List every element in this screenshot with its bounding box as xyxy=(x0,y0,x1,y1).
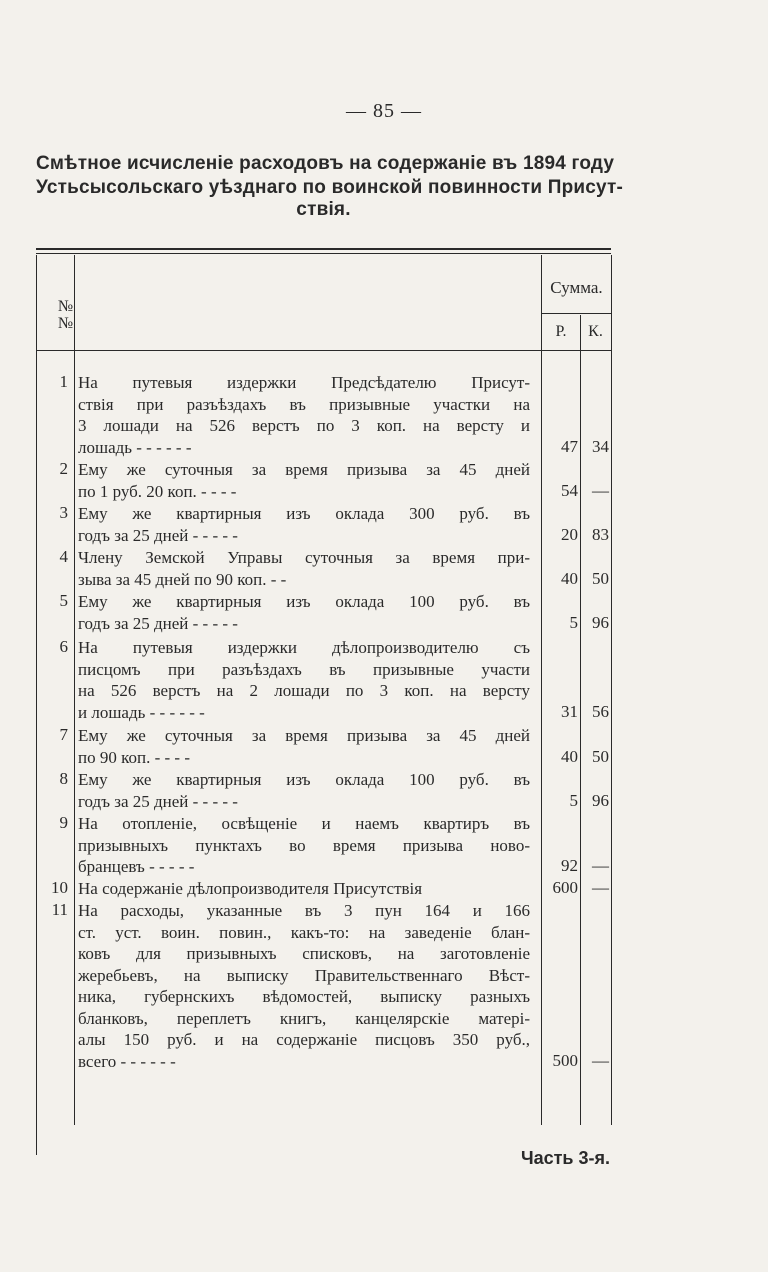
description-line: жеребьевъ, на выписку Правительственнаго Вѣст- xyxy=(78,965,530,985)
row-number: 2 xyxy=(59,459,68,478)
description-line: по 90 коп. - - - - xyxy=(78,747,190,767)
description-line: Члену Земской Управы суточныя за время при- xyxy=(78,548,530,567)
description-line: лошадь - - - - - - xyxy=(78,437,192,457)
row-number: 10 xyxy=(51,878,68,897)
description-line: Ему же квартирныя изъ оклада 100 руб. въ xyxy=(78,770,530,789)
description-line: всего - - - - - - xyxy=(78,1051,176,1071)
column-header-rub: Р. xyxy=(555,323,567,340)
description-line: алы 150 руб. и на содержаніе писцовъ 350 руб., xyxy=(78,1030,530,1049)
description-line: и лошадь - - - - - - xyxy=(78,702,205,722)
page-footer: Часть 3-я. xyxy=(520,1148,610,1168)
description-line: Ему же квартирныя изъ оклада 100 руб. въ xyxy=(78,592,530,611)
row-amount-kop: — xyxy=(592,856,609,875)
description-line: На путевыя издержки дѣлопроизводителю съ xyxy=(78,638,530,657)
description-line: Ему же суточныя за время призыва за 45 дней xyxy=(78,726,530,745)
title-line: ствія. xyxy=(296,199,351,220)
row-number: 5 xyxy=(59,591,68,610)
description-line: годъ за 25 дней - - - - - xyxy=(78,791,238,811)
row-description xyxy=(78,878,530,900)
column-header-number: №№ xyxy=(57,298,74,332)
description-line: бланковъ, переплетъ книгъ, канцелярскіе матері- xyxy=(78,1008,530,1028)
description-line: на 526 верстъ на 2 лошади по 3 коп. на версту xyxy=(78,681,530,700)
description-line: 3 лошади на 526 верстъ по 3 коп. на версту и xyxy=(78,416,530,435)
description-line: призывныхъ пунктахъ во время призыва ново- xyxy=(78,835,530,855)
row-amount-rub: 5 xyxy=(569,612,578,632)
table-top-rule-thin xyxy=(36,253,611,254)
row-amount-kop: — xyxy=(592,480,609,500)
title-line: Устьсысольскаго уѣзднаго по воинской повинности Присут- xyxy=(36,177,624,198)
row-description xyxy=(78,503,530,546)
row-amount-kop: — xyxy=(592,1050,609,1070)
table-kop-column-border xyxy=(580,315,581,1125)
row-amount-rub: 92 xyxy=(561,856,578,875)
row-description xyxy=(78,769,530,812)
row-amount-rub: 47 xyxy=(561,436,578,456)
description-line: Ему же суточныя за время призыва за 45 дней xyxy=(78,460,530,479)
table-sum-column-border xyxy=(541,255,542,1125)
description-line: по 1 руб. 20 коп. - - - - xyxy=(78,481,237,501)
description-line: На содержаніе дѣлопроизводителя Присутствія xyxy=(78,879,423,898)
row-description xyxy=(78,459,530,502)
page-number: — 85 — xyxy=(346,100,422,122)
row-amount-kop: 96 xyxy=(592,612,609,632)
table-sum-subheader-rule xyxy=(541,313,611,314)
row-number: 4 xyxy=(59,547,68,566)
table-header-rule xyxy=(36,350,611,351)
row-amount-kop: 34 xyxy=(592,436,609,456)
row-number: 11 xyxy=(51,900,68,919)
row-amount-rub: 600 xyxy=(552,878,578,897)
row-number: 6 xyxy=(59,637,68,656)
row-description xyxy=(78,725,530,768)
row-amount-rub: 40 xyxy=(561,568,578,588)
title-line: Смѣтное исчисленіе расходовъ на содержаніе въ 1894 году xyxy=(36,153,615,174)
table-num-column-border xyxy=(74,255,75,1125)
table-left-border xyxy=(36,255,37,1155)
row-amount-rub: 20 xyxy=(561,524,578,544)
description-line: бранцевъ - - - - - xyxy=(78,857,195,876)
table-top-rule xyxy=(36,248,611,250)
row-amount-kop: — xyxy=(592,878,609,897)
description-line: годъ за 25 дней - - - - - xyxy=(78,525,238,545)
row-number: 7 xyxy=(59,725,68,744)
row-description xyxy=(78,813,530,878)
description-line: писцомъ при разъѣздахъ въ призывные участи xyxy=(78,659,530,679)
row-amount-rub: 40 xyxy=(561,746,578,766)
row-number: 9 xyxy=(59,813,68,832)
column-header-kop: К. xyxy=(588,323,603,340)
row-amount-kop: 83 xyxy=(592,524,609,544)
document-title xyxy=(36,152,624,222)
description-line: ковъ для призывныхъ списковъ, на заготовленіе xyxy=(78,944,530,963)
description-line: ст. уст. воин. повин., какъ-то: на заведеніе блан- xyxy=(78,922,530,942)
description-line: Ему же квартирныя изъ оклада 300 руб. въ xyxy=(78,504,530,523)
table-right-border xyxy=(611,255,612,1125)
description-line: На отопленіе, освѣщеніе и наемъ квартиръ въ xyxy=(78,814,530,833)
row-amount-rub: 5 xyxy=(569,790,578,810)
row-number: 3 xyxy=(59,503,68,522)
description-line: ника, губернскихъ вѣдомостей, выписку разныхъ xyxy=(78,987,530,1006)
row-amount-kop: 50 xyxy=(592,568,609,588)
description-line: На путевыя издержки Предсѣдателю Присут- xyxy=(78,373,530,392)
row-number: 8 xyxy=(59,769,68,788)
row-description xyxy=(78,372,530,458)
row-amount-rub: 54 xyxy=(561,480,578,500)
row-amount-kop: 96 xyxy=(592,790,609,810)
row-amount-kop: 56 xyxy=(592,701,609,721)
description-line: годъ за 25 дней - - - - - xyxy=(78,613,238,633)
row-amount-rub: 500 xyxy=(552,1050,578,1070)
row-description xyxy=(78,900,530,1072)
row-number: 1 xyxy=(59,372,68,391)
column-header-sum: Сумма. xyxy=(550,278,603,297)
row-amount-rub: 31 xyxy=(561,701,578,721)
description-line: На расходы, указанные въ 3 пун 164 и 166 xyxy=(78,901,530,920)
row-amount-kop: 50 xyxy=(592,746,609,766)
row-description xyxy=(78,591,530,634)
row-description xyxy=(78,637,530,723)
description-line: зыва за 45 дней по 90 коп. - - xyxy=(78,569,287,589)
row-description xyxy=(78,547,530,590)
description-line: ствія при разъѣздахъ въ призывные участки на xyxy=(78,394,530,414)
